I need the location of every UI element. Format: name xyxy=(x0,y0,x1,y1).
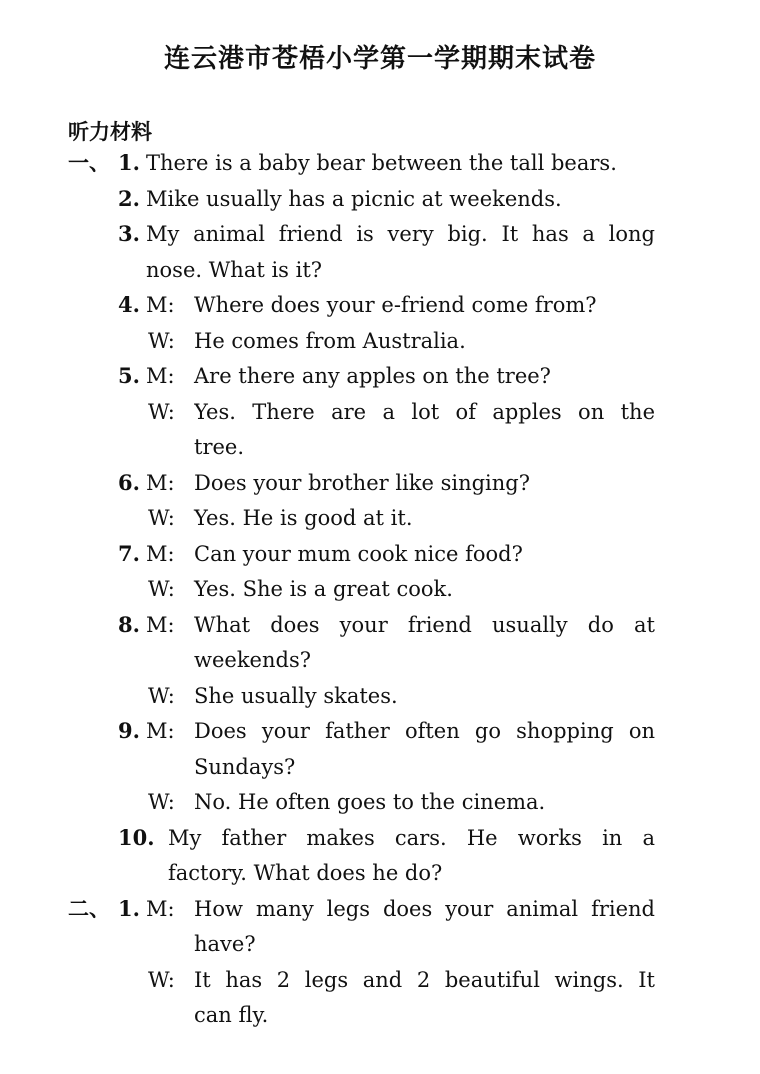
text-line xyxy=(0,217,760,251)
speaker-label: M: xyxy=(146,896,175,921)
item-text: How many legs does your animal friend xyxy=(194,896,655,921)
item-text: It has 2 legs and 2 beautiful wings. It xyxy=(194,967,655,992)
item-number: 3. xyxy=(118,221,140,246)
item-text: Does your father often go shopping on xyxy=(194,719,655,743)
item-text: No. He often goes to the cinema. xyxy=(194,790,546,814)
item-text: tree. xyxy=(194,435,245,459)
item-text: Sundays? xyxy=(194,754,296,779)
item-text: Yes. He is good at it. xyxy=(194,506,413,530)
item-number: 1. xyxy=(118,895,140,921)
item-text: Yes. There are a lot of apples on the xyxy=(194,399,655,424)
text-line xyxy=(0,750,760,784)
item-number: 10. xyxy=(118,824,155,850)
item-text: can fly. xyxy=(194,1003,269,1027)
text-line xyxy=(0,998,760,1032)
text-line xyxy=(0,714,760,748)
text-line xyxy=(0,395,760,429)
text-line xyxy=(0,537,760,571)
text-line xyxy=(0,963,760,997)
speaker-label: W: xyxy=(148,577,175,601)
item-text: have? xyxy=(194,932,256,956)
section-label: 一、 xyxy=(68,151,110,175)
item-text: Does your brother like singing? xyxy=(194,470,530,495)
speaker-label: M: xyxy=(146,719,175,743)
item-number: 4. xyxy=(118,292,140,317)
text-line xyxy=(0,608,760,642)
speaker-label: W: xyxy=(148,683,175,708)
item-text: My father makes cars. He works in a xyxy=(168,825,655,850)
speaker-label: W: xyxy=(148,967,175,992)
speaker-label: M: xyxy=(146,364,175,388)
text-line xyxy=(0,253,760,287)
item-number: 6. xyxy=(118,469,140,495)
speaker-label: M: xyxy=(146,293,175,317)
text-line xyxy=(0,785,760,819)
text-line xyxy=(0,288,760,322)
text-line xyxy=(0,146,760,180)
text-line xyxy=(0,430,760,464)
item-number: 1. xyxy=(118,150,140,175)
item-number: 2. xyxy=(118,185,140,211)
item-number: 8. xyxy=(118,611,140,637)
text-line xyxy=(0,821,760,855)
section-label: 二、 xyxy=(68,896,110,921)
text-line xyxy=(0,892,760,926)
item-number: 7. xyxy=(118,540,140,566)
item-text: weekends? xyxy=(194,648,311,672)
speaker-label: M: xyxy=(146,541,175,566)
speaker-label: W: xyxy=(148,506,175,530)
text-line xyxy=(0,501,760,535)
item-text: What does your friend usually do at xyxy=(194,612,655,637)
item-text: Can your mum cook nice food? xyxy=(194,541,523,566)
item-text: She usually skates. xyxy=(194,683,398,708)
text-line xyxy=(0,679,760,713)
text-line xyxy=(0,927,760,961)
speaker-label: W: xyxy=(148,328,175,353)
text-line xyxy=(0,856,760,890)
text-line xyxy=(0,182,760,216)
section-heading: 听力材料 xyxy=(68,120,152,144)
item-text: Are there any apples on the tree? xyxy=(194,364,551,388)
text-line xyxy=(0,466,760,500)
item-text: Mike usually has a picnic at weekends. xyxy=(146,186,562,211)
speaker-label: W: xyxy=(148,399,175,424)
item-text: There is a baby bear between the tall bears. xyxy=(146,151,617,175)
speaker-label: W: xyxy=(148,790,175,814)
item-text: factory. What does he do? xyxy=(168,861,443,885)
speaker-label: M: xyxy=(146,612,175,637)
item-text: He comes from Australia. xyxy=(194,328,466,353)
item-number: 9. xyxy=(118,718,140,743)
text-line xyxy=(0,324,760,358)
item-text: Yes. She is a great cook. xyxy=(194,577,453,601)
text-line xyxy=(0,359,760,393)
item-text: nose. What is it? xyxy=(146,257,323,282)
page-title: 连云港市苍梧小学第一学期期末试卷 xyxy=(163,44,596,74)
item-number: 5. xyxy=(118,363,140,388)
text-line xyxy=(0,643,760,677)
speaker-label: M: xyxy=(146,470,175,495)
text-line xyxy=(0,572,760,606)
item-text: My animal friend is very big. It has a long xyxy=(146,222,655,246)
item-text: Where does your e-friend come from? xyxy=(194,293,597,317)
